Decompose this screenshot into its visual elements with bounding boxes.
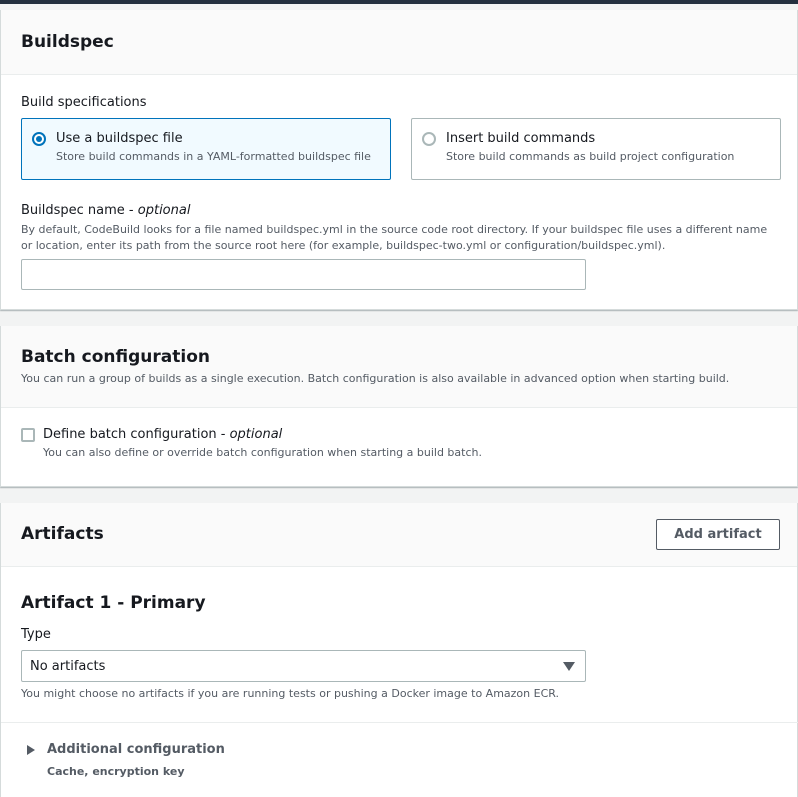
artifact-type-select[interactable]: [21, 650, 586, 682]
additional-configuration-expander[interactable]: [27, 741, 327, 761]
buildspec-title: Buildspec: [21, 32, 114, 52]
artifacts-panel: [0, 503, 798, 797]
optional-tag: optional: [137, 203, 191, 218]
artifacts-header: [1, 503, 797, 567]
radio-unselected-icon[interactable]: [422, 132, 436, 146]
buildspec-name-description: By default, CodeBuild looks for a file named buildspec.yml in the source code root directory. If your buildspec file uses a different name or location, enter its path from the source root here (for example, buildspec-two.yml or configuration/buildspec.yml).: [21, 223, 768, 252]
artifacts-title: Artifacts: [21, 524, 104, 544]
artifact-type-description: You might choose no artifacts if you are running tests or pushing a Docker image to Amazon ECR.: [21, 687, 560, 700]
use-buildspec-file-description: Store build commands in a YAML-formatted buildspec file: [56, 150, 371, 163]
batch-configuration-description: You can run a group of builds as a single execution. Batch configuration is also available in advanced option when starting build.: [21, 372, 730, 385]
define-batch-configuration-label-text: Define batch configuration -: [43, 427, 230, 442]
use-buildspec-file-tile[interactable]: [21, 118, 391, 180]
divider: [1, 722, 798, 723]
additional-configuration-label: Additional configuration: [47, 742, 225, 757]
caret-right-icon: [27, 745, 35, 755]
batch-configuration-title: Batch configuration: [21, 347, 210, 367]
artifact-1-primary-title: Artifact 1 - Primary: [21, 593, 206, 613]
buildspec-panel: [0, 10, 798, 310]
buildspec-name-input[interactable]: [21, 259, 586, 290]
batch-configuration-panel: [0, 326, 798, 487]
top-navigation-bar: [0, 0, 798, 4]
insert-build-commands-label: Insert build commands: [446, 131, 596, 146]
add-artifact-button[interactable]: Add artifact: [656, 519, 780, 550]
batch-configuration-header: [1, 326, 797, 408]
buildspec-name-label-text: Buildspec name -: [21, 203, 138, 218]
buildspec-panel-header: [1, 10, 797, 75]
buildspec-name-label: [21, 203, 190, 218]
artifact-type-value: No artifacts: [30, 659, 106, 674]
use-buildspec-file-label: Use a buildspec file: [56, 131, 183, 146]
define-batch-configuration-checkbox[interactable]: [21, 428, 35, 442]
type-label: Type: [21, 627, 51, 642]
insert-build-commands-description: Store build commands as build project configuration: [446, 150, 735, 163]
optional-tag: optional: [229, 427, 283, 442]
additional-configuration-description: Cache, encryption key: [47, 765, 185, 778]
define-batch-configuration-label[interactable]: [43, 427, 282, 442]
caret-down-icon: [563, 662, 575, 671]
build-specifications-label: Build specifications: [21, 95, 147, 110]
define-batch-configuration-description: You can also define or override batch configuration when starting a build batch.: [43, 446, 482, 459]
insert-build-commands-tile[interactable]: [411, 118, 781, 180]
radio-selected-icon[interactable]: [32, 132, 46, 146]
